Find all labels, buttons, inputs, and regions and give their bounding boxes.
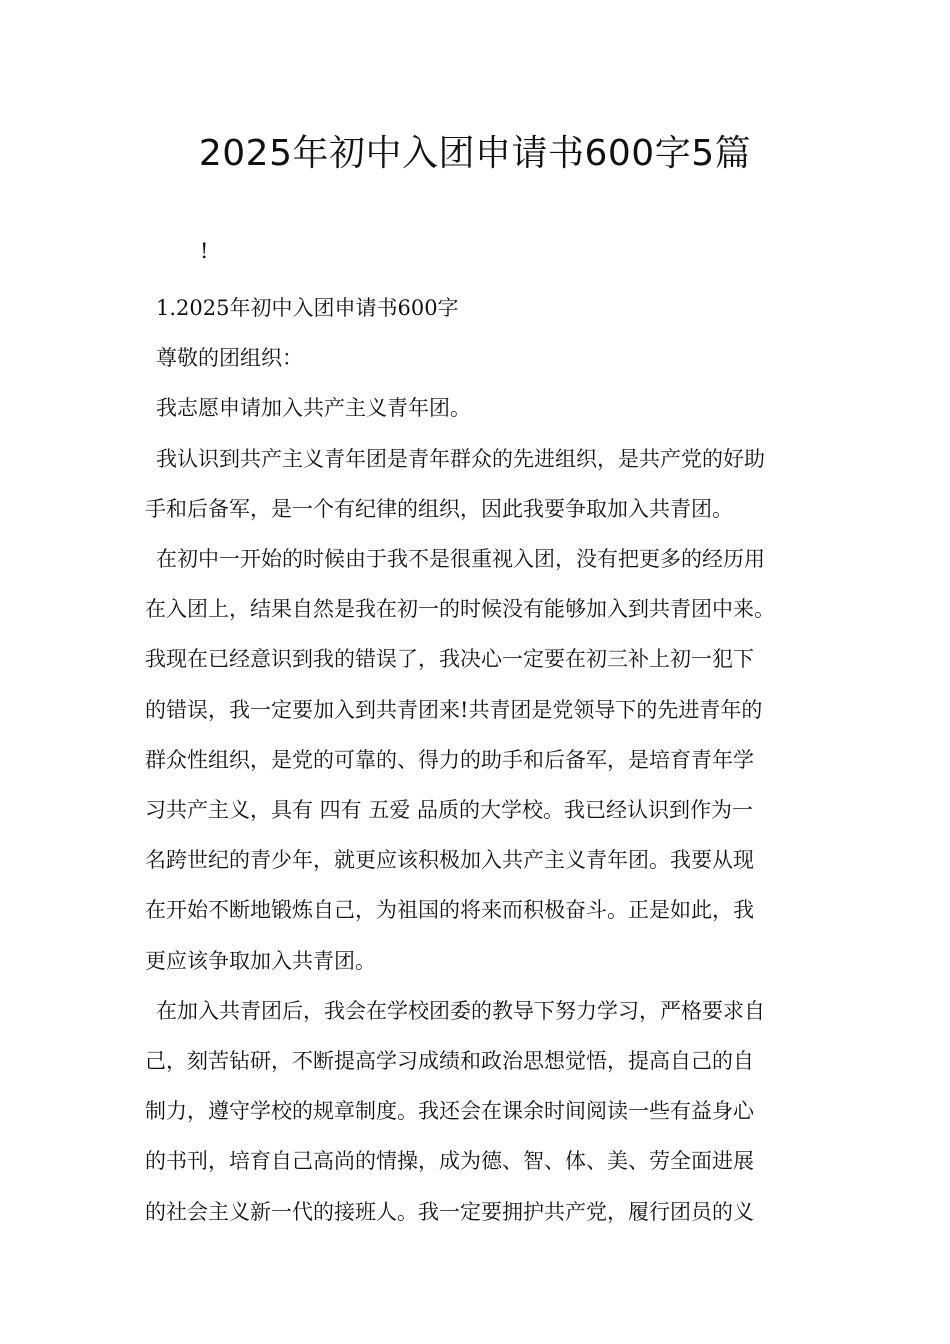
paragraph-line: 名跨世纪的青少年，就更应该积极加入共产主义青年团。我要从现 bbox=[145, 848, 754, 873]
paragraph-line: 制力，遵守学校的规章制度。我还会在课余时间阅读一些有益身心 bbox=[145, 1099, 754, 1124]
paragraph-line: 我志愿申请加入共产主义青年团。 bbox=[156, 396, 471, 421]
paragraph-line: 群众性组织，是党的可靠的、得力的助手和后备军，是培育青年学 bbox=[145, 747, 754, 772]
paragraph-line: 我现在已经意识到我的错误了，我决心一定要在初三补上初一犯下 bbox=[145, 647, 754, 672]
paragraph-line: 在加入共青团后，我会在学校团委的教导下努力学习，严格要求自 bbox=[156, 998, 765, 1023]
section-heading: 1.2025年初中入团申请书600字 bbox=[156, 296, 459, 320]
paragraph-line: 的书刊，培育自己高尚的情操，成为德、智、体、美、劳全面进展 bbox=[145, 1149, 754, 1174]
salutation: 尊敬的团组织： bbox=[156, 346, 303, 371]
paragraph-line: 己，刻苦钻研，不断提高学习成绩和政治思想觉悟，提高自己的自 bbox=[145, 1049, 754, 1074]
paragraph-line: 在入团上，结果自然是我在初一的时候没有能够加入到共青团中来。 bbox=[145, 597, 775, 622]
paragraph-line: 的错误，我一定要加入到共青团来!共青团是党领导下的先进青年的 bbox=[145, 697, 763, 722]
paragraph-line: 我认识到共产主义青年团是青年群众的先进组织，是共产党的好助 bbox=[156, 446, 765, 471]
paragraph-line: 在开始不断地锻炼自己，为祖国的将来而积极奋斗。正是如此，我 bbox=[145, 898, 754, 923]
document-title: 2025年初中入团申请书600字5篇 bbox=[198, 133, 752, 174]
paragraph-line: 习共产主义，具有 四有 五爱 品质的大学校。我已经认识到作为一 bbox=[145, 798, 754, 823]
document-body bbox=[145, 283, 815, 1237]
paragraph-line: 在初中一开始的时候由于我不是很重视入团，没有把更多的经历用 bbox=[156, 547, 765, 572]
exclamation-mark: ! bbox=[200, 239, 209, 263]
paragraph-line: 手和后备军，是一个有纪律的组织，因此我要争取加入共青团。 bbox=[145, 496, 733, 521]
paragraph-line: 的社会主义新一代的接班人。我一定要拥护共产党，履行团员的义 bbox=[145, 1199, 754, 1224]
paragraph-line: 更应该争取加入共青团。 bbox=[145, 948, 376, 973]
